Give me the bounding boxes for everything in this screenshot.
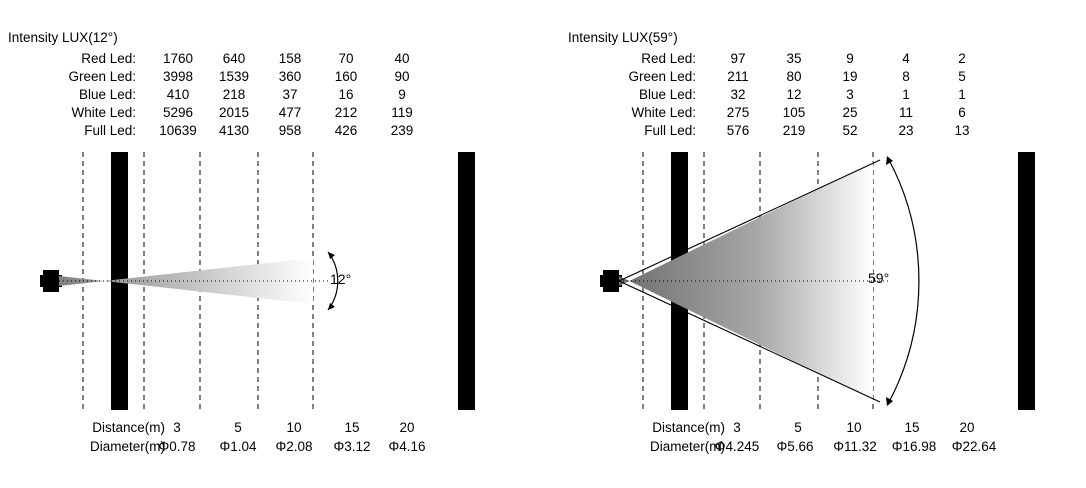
cell-value: 80 — [786, 69, 802, 84]
cell-value: 211 — [727, 69, 749, 84]
cell-value: 19 — [842, 69, 858, 84]
cell-value: 90 — [394, 69, 410, 84]
distance-row-left — [0, 418, 480, 437]
cell-value: 23 — [898, 123, 914, 138]
cell-value: 13 — [954, 123, 970, 138]
diameter-value: Φ4.245 — [714, 439, 760, 454]
cell-value: 158 — [278, 51, 302, 66]
diameter-value: Φ11.32 — [833, 439, 877, 454]
distance-value: 5 — [794, 420, 802, 435]
cell-value: 1760 — [162, 51, 194, 66]
cell-value: 1 — [902, 87, 910, 102]
distance-value: 5 — [234, 420, 242, 435]
angle-arc-right — [888, 158, 919, 404]
distance-value: 20 — [959, 420, 975, 435]
table-row — [8, 68, 430, 86]
row-label: Green Led: — [628, 69, 696, 84]
cell-value: 6 — [958, 105, 966, 120]
cell-value: 25 — [842, 105, 858, 120]
cell-value: 16 — [338, 87, 354, 102]
beam-panel-59deg — [560, 0, 1080, 488]
table-row — [568, 122, 990, 140]
cell-value: 97 — [730, 51, 746, 66]
distance-value: 20 — [399, 420, 415, 435]
cell-value: 9 — [398, 87, 406, 102]
cell-value: 275 — [726, 105, 750, 120]
cell-value: 410 — [166, 87, 190, 102]
beam-cone-right — [619, 162, 873, 400]
cell-value: 119 — [391, 105, 413, 120]
beam-angle-label-left: 12° — [330, 271, 352, 287]
distance-value: 10 — [846, 420, 862, 435]
cell-value: 958 — [278, 123, 302, 138]
cell-value: 640 — [222, 51, 246, 66]
diameter-value: Φ5.66 — [776, 439, 814, 454]
cell-value: 360 — [278, 69, 302, 84]
cell-value: 160 — [334, 69, 358, 84]
row-label: Full Led: — [644, 123, 696, 138]
table-row — [8, 104, 430, 122]
angle-arrow-bottom-right — [886, 397, 893, 406]
diameter-value: Φ16.98 — [891, 439, 937, 454]
distance-value: 15 — [904, 420, 920, 435]
diameter-row-label: Diameter(m) — [649, 439, 725, 454]
diameter-value: Φ0.78 — [158, 439, 196, 454]
cell-value: 9 — [846, 51, 854, 66]
cell-value: 70 — [338, 51, 354, 66]
row-label: Red Led: — [81, 51, 136, 66]
row-label: Blue Led: — [638, 87, 696, 102]
led-emitter-base-right — [600, 275, 622, 287]
cell-value: 10639 — [159, 123, 197, 138]
cell-value: 426 — [334, 123, 358, 138]
cell-value: 477 — [278, 105, 302, 120]
intensity-table-title-right: Intensity LUX(59°) — [568, 30, 678, 45]
cell-value: 2015 — [218, 105, 250, 120]
cell-value: 52 — [842, 123, 858, 138]
diameter-row-label: Diameter(m) — [89, 439, 165, 454]
beam-cone-svg-left — [8, 152, 478, 410]
cell-value: 105 — [782, 105, 806, 120]
diameter-value: Φ1.04 — [219, 439, 257, 454]
cell-value: 32 — [730, 87, 746, 102]
diameter-row-right — [560, 437, 1040, 456]
cell-value: 40 — [394, 51, 410, 66]
beam-cone-left — [59, 258, 313, 304]
angle-arrow-top-right — [886, 156, 893, 165]
cell-value: 212 — [334, 105, 358, 120]
row-label: White Led: — [631, 105, 696, 120]
cell-value: 576 — [726, 123, 750, 138]
cell-value: 218 — [222, 87, 246, 102]
intensity-table-title-left: Intensity LUX(12°) — [8, 30, 118, 45]
cell-value: 219 — [782, 123, 806, 138]
row-label: Blue Led: — [78, 87, 136, 102]
cell-value: 37 — [282, 87, 298, 102]
diameter-value: Φ22.64 — [951, 439, 997, 454]
table-row — [8, 122, 430, 140]
diameter-value: Φ2.08 — [275, 439, 313, 454]
row-label: Red Led: — [641, 51, 696, 66]
distance-row-label: Distance(m) — [92, 420, 165, 435]
intensity-table-right — [568, 50, 990, 140]
table-row — [568, 50, 990, 68]
beam-cone-svg-right — [568, 152, 1038, 410]
cell-value: 2 — [958, 51, 966, 66]
distance-row-label: Distance(m) — [652, 420, 725, 435]
table-row — [8, 86, 430, 104]
cell-value: 8 — [902, 69, 910, 84]
intensity-table-left — [8, 50, 430, 140]
cell-value: 239 — [390, 123, 414, 138]
cell-value: 3 — [846, 87, 854, 102]
cell-value: 3998 — [162, 69, 194, 84]
distance-value: 15 — [344, 420, 360, 435]
distance-value: 3 — [733, 420, 741, 435]
cell-value: 12 — [786, 87, 802, 102]
cell-value: 1 — [958, 87, 966, 102]
led-emitter-base-left — [40, 275, 62, 287]
diameter-row-left — [0, 437, 480, 456]
distance-value: 10 — [286, 420, 302, 435]
cell-value: 5 — [958, 69, 966, 84]
beam-panel-12deg — [0, 0, 520, 488]
beam-diagram-right — [568, 152, 1038, 410]
table-row — [568, 68, 990, 86]
cell-value: 4 — [902, 51, 910, 66]
cell-value: 11 — [898, 105, 913, 120]
diameter-value: Φ3.12 — [333, 439, 371, 454]
beam-diagram-left — [8, 152, 478, 410]
row-label: Green Led: — [68, 69, 136, 84]
diameter-value: Φ4.16 — [388, 439, 426, 454]
table-row — [8, 50, 430, 68]
table-row — [568, 104, 990, 122]
table-row — [568, 86, 990, 104]
row-label: Full Led: — [84, 123, 136, 138]
distance-row-right — [560, 418, 1040, 437]
cell-value: 4130 — [218, 123, 250, 138]
cell-value: 1539 — [218, 69, 250, 84]
beam-angle-label-right: 59° — [868, 270, 890, 286]
cell-value: 5296 — [162, 105, 194, 120]
cell-value: 35 — [786, 51, 802, 66]
row-label: White Led: — [71, 105, 136, 120]
distance-value: 3 — [173, 420, 181, 435]
